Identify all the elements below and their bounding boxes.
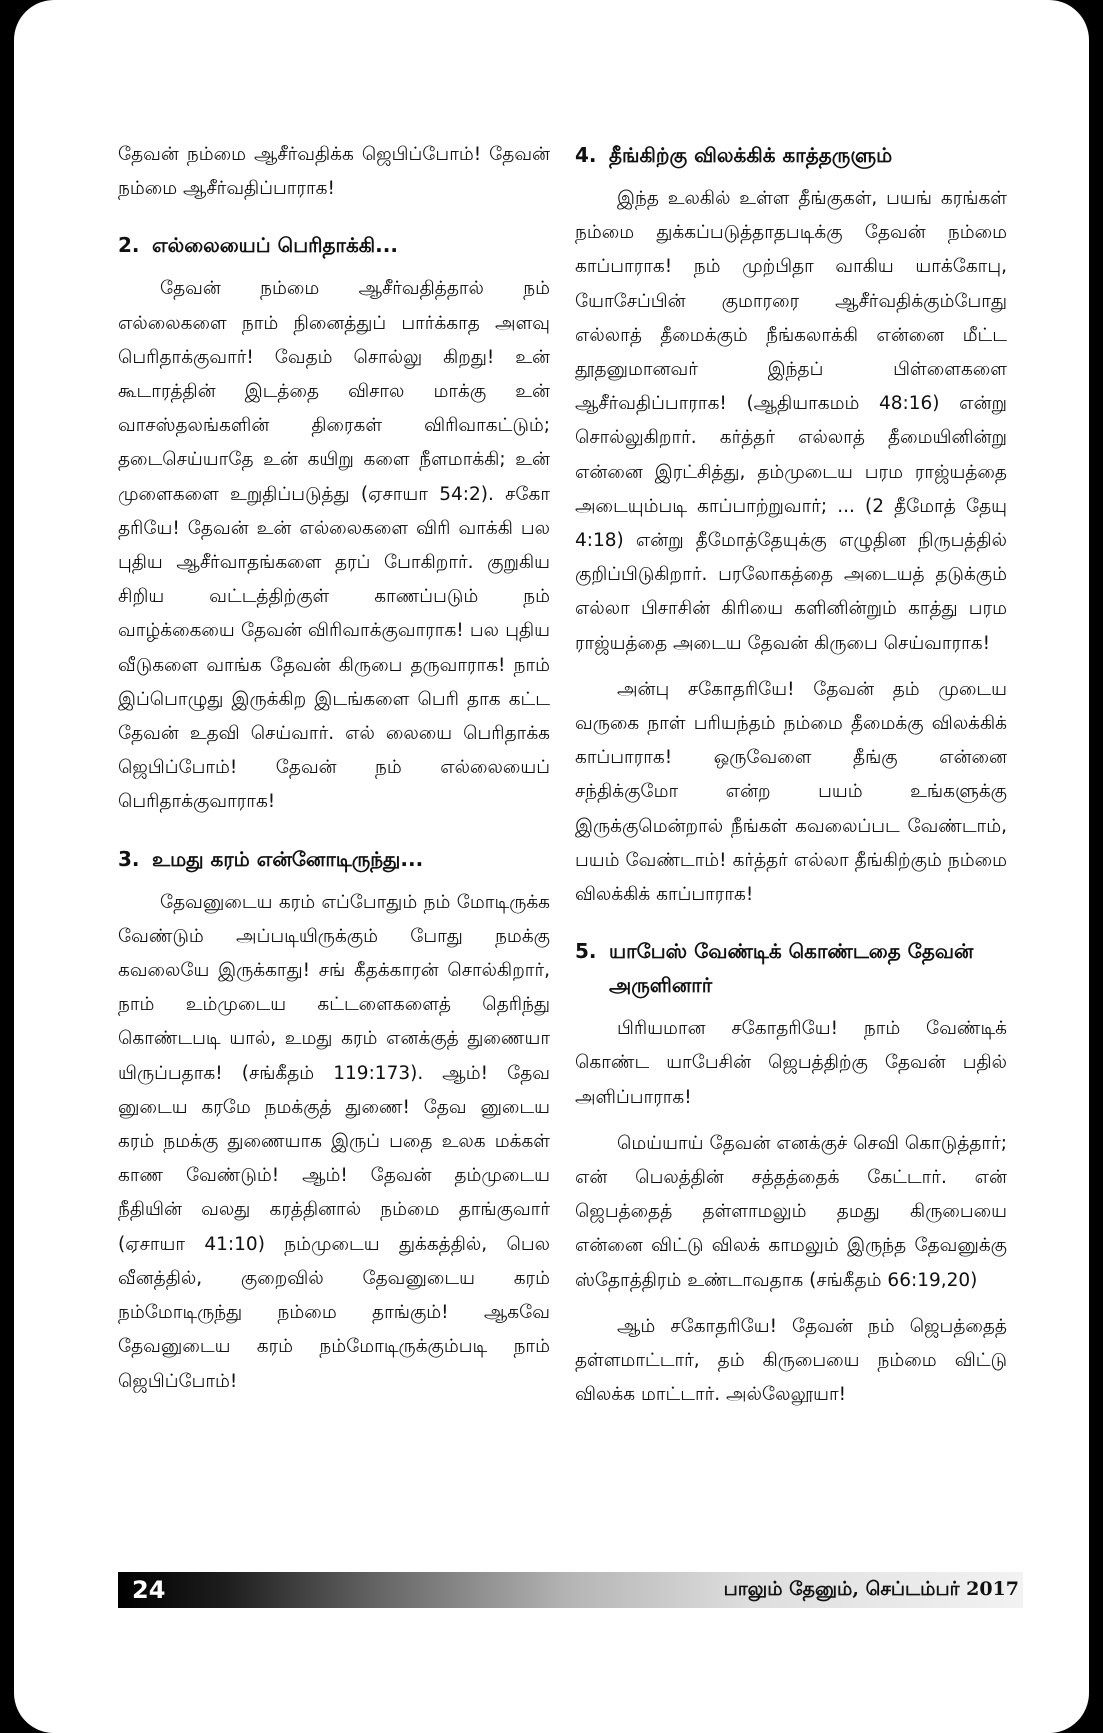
section-4-number: 4. (575, 143, 597, 167)
section-3-number: 3. (118, 846, 140, 871)
section-4-heading (575, 138, 1007, 172)
right-column (575, 138, 1007, 1413)
section-5-number: 5. (575, 939, 597, 964)
section-5-title: யாபேஸ் வேண்டிக் கொண்டதை தேவன் அருளினார் (609, 939, 974, 998)
intro-paragraph: தேவன் நம்மை ஆசீர்வதிக்க ஜெபிப்போம்! தேவன் நம்மை ஆசீர்வதிப்பாராக! (118, 144, 550, 200)
section-2-number: 2. (118, 233, 140, 258)
magazine-issue-label: பாலும் தேனும், செப்டம்பர் 2017 (723, 1577, 1019, 1600)
page-footer-bar (118, 1572, 1023, 1608)
section-5-paragraph-3: ஆம் சகோதரியே! தேவன் நம் ஜெபத்தைத் தள்ளமாட்டார், தம் கிருபையை நம்மை விட்டு விலக்க மாட்டார். அல்லேலூயா! (575, 1315, 1007, 1406)
section-5-paragraph-1: பிரியமான சகோதரியே! நாம் வேண்டிக் கொண்ட யாபேசின் ஜெபத்திற்கு தேவன் பதில் அளிப்பாராக! (575, 1018, 1007, 1108)
section-3-paragraph: தேவனுடைய கரம் எப்போதும் நம் மோடிருக்க வேண்டும் அப்படியிருக்கும் போது நமக்கு கவலையே இருக்காது! சங் கீதக்காரன் சொல்கிறார், நாம் உம்முடைய கட்டளைகளைத் தெரிந்து கொண்டபடி யால், உமது கரம் எனக்குத் துணையா யிருப்பதாக! (சங்கீதம் 119:173). ஆம்! தேவ னுடைய கரமே நமக்குத் துணை! தேவ னுடைய கரம் நமக்கு துணையாக இருப் பதை உலக மக்கள் காண வேண்டும்! ஆம்! தேவன் தம்முடைய நீதியின் வலது கரத்தினால் நம்மை தாங்குவார் (ஏசாயா 41:10) நம்முடைய துக்கத்தில், பெல வீனத்தில், குறைவில் தேவனுடைய கரம் நம்மோடிருந்து நம்மை தாங்கும்! ஆகவே தேவனுடைய கரம் நம்மோடிருக்கும்படி நாம் ஜெபிப்போம்! (118, 891, 550, 1392)
left-column (118, 138, 550, 1399)
section-5-heading (575, 934, 1007, 1002)
section-3-heading (118, 842, 550, 876)
book-page (14, 0, 1089, 1733)
section-4-paragraph-1: இந்த உலகில் உள்ள தீங்குகள், பயங் கரங்கள் நம்மை துக்கப்படுத்தாதபடிக்கு தேவன் நம்மை காப்பாராக! நம் முற்பிதா வாகிய யாக்கோபு, யோசேப்பின் குமாரரை ஆசீர்வதிக்கும்போது எல்லாத் தீமைக்கும் நீங்கலாக்கி என்னை மீட்ட தூதனுமானவர் இந்தப் பிள்ளைகளை ஆசீர்வதிப்பாராக! (ஆதியாகமம் 48:16) என்று சொல்லுகிறார். கர்த்தர் எல்லாத் தீமையினின்று என்னை இரட்சித்து, தம்முடைய பரம ராஜ்யத்தை அடையும்படி காப்பாற்றுவார்; ... (2 தீமோத் தேயு 4:18) என்று தீமோத்தேயுக்கு எழுதின நிருபத்தில் குறிப்பிடுகிறார். பரலோகத்தை அடையத் தடுக்கும் எல்லா பிசாசின் கிரியை களினின்றும் காத்து பரம ராஜ்யத்தை அடைய தேவன் கிருபை செய்வாராக! (575, 188, 1007, 654)
section-3-title: உமது கரம் என்னோடிருந்து... (152, 846, 424, 871)
page-number: 24 (132, 1576, 166, 1604)
section-2-title: எல்லையைப் பெரிதாக்கி... (152, 233, 398, 258)
section-2-paragraph: தேவன் நம்மை ஆசீர்வதித்தால் நம் எல்லைகளை நாம் நினைத்துப் பார்க்காத அளவு பெரிதாக்குவார்! வேதம் சொல்லு கிறது! உன் கூடாரத்தின் இடத்தை விசால மாக்கு உன் வாசஸ்தலங்களின் திரைகள் விரிவாகட்டும்; தடைசெய்யாதே உன் கயிறு களை நீளமாக்கி; உன் முளைகளை உறுதிப்படுத்து (ஏசாயா 54:2). சகோ தரியே! தேவன் உன் எல்லைகளை விரி வாக்கி பல புதிய ஆசீர்வாதங்களை தரப் போகிறார். குறுகிய சிறிய வட்டத்திற்குள் காணப்படும் நம் வாழ்க்கையை தேவன் விரிவாக்குவாராக! பல புதிய வீடுகளை வாங்க தேவன் கிருபை தருவாராக! நாம் இப்பொழுது இருக்கிற இடங்களை பெரி தாக கட்ட தேவன் உதவி செய்வார். எல் லையை பெரிதாக்க ஜெபிப்போம்! தேவன் நம் எல்லையைப் பெரிதாக்குவாராக! (118, 278, 550, 813)
section-4-title: தீங்கிற்கு விலக்கிக் காத்தருளும் (609, 143, 893, 167)
section-4-paragraph-2: அன்பு சகோதரியே! தேவன் தம் முடைய வருகை நாள் பரியந்தம் நம்மை தீமைக்கு விலக்கிக் காப்பாராக! ஒருவேளை தீங்கு என்னை சந்திக்குமோ என்ற பயம் உங்களுக்கு இருக்குமென்றால் நீங்கள் கவலைப்பட வேண்டாம், பயம் வேண்டாம்! கர்த்தர் எல்லா தீங்கிற்கும் நம்மை விலக்கிக் காப்பாராக! (575, 678, 1007, 906)
section-5-paragraph-2: மெய்யாய் தேவன் எனக்குச் செவி கொடுத்தார்; என் பெலத்தின் சத்தத்தைக் கேட்டார். என் ஜெபத்தைத் தள்ளாமலும் தமது கிருபையை என்னை விட்டு விலக் காமலும் இருந்த தேவனுக்கு ஸ்தோத்திரம் உண்டாவதாக (சங்கீதம் 66:19,20) (575, 1132, 1007, 1291)
section-2-heading (118, 228, 550, 262)
